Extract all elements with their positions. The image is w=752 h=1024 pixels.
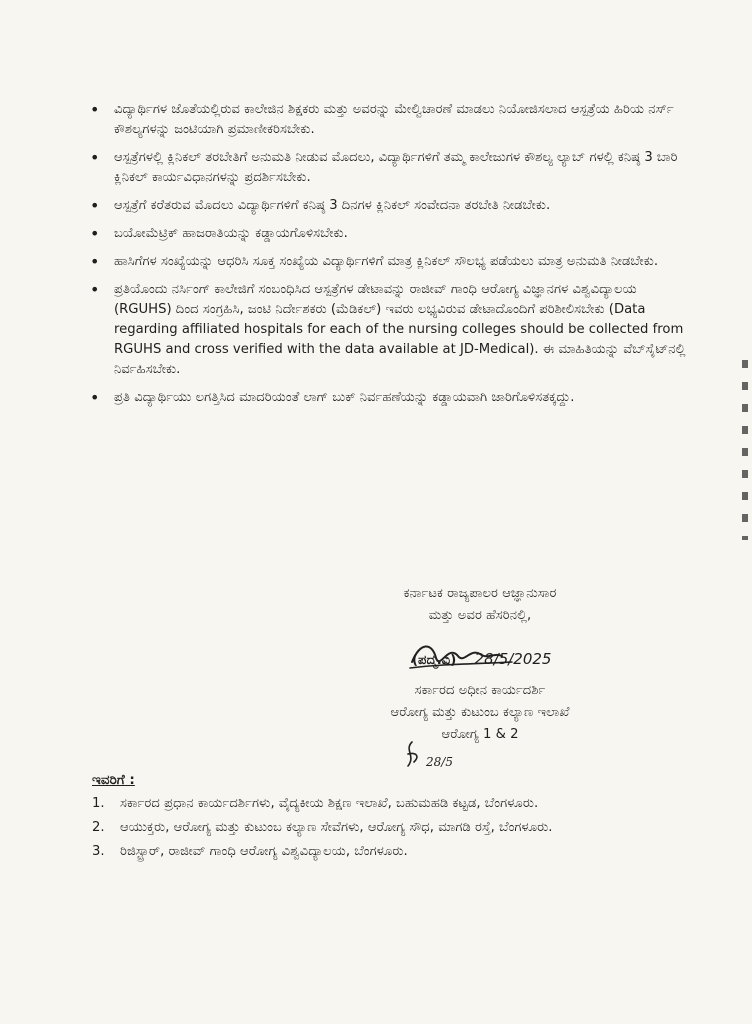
recipient-text: ರಿಜಿಸ್ಟ್ರಾರ್, ರಾಜೀವ್ ಗಾಂಧಿ ಆರೋಗ್ಯ ವಿಶ್ವವಿದ್ಯಾಲಯ, ಬೆಂಗಳೂರು.	[120, 844, 408, 859]
signatory-initials: (ಪದ್ಮ.ವಿ)	[412, 653, 457, 668]
instruction-item-2: • ಆಸ್ಪತ್ರೆಗಳಲ್ಲಿ ಕ್ಲಿನಿಕಲ್ ತರಬೇತಿಗೆ ಅನುಮತಿ ನೀಡುವ ಮೊದಲು, ವಿದ್ಯಾರ್ಥಿಗಳಿಗೆ ತಮ್ಮ ಕಾಲೇಜುಗಳ ಕೌಶಲ್ಯ ಲ್ಯಾಬ್ ಗಳಲ್ಲಿ ಕನಿಷ್ಠ 3 ಬಾರಿ ಕ್ಲಿನಿಕಲ್ ಕಾರ್ಯವಿಧಾನಗಳನ್ನು ಪ್ರದರ್ಶಿಸಬೇಕು.	[88, 148, 688, 188]
recipient-text: ಆಯುಕ್ತರು, ಆರೋಗ್ಯ ಮತ್ತು ಕುಟುಂಬ ಕಲ್ಯಾಣ ಸೇವೆಗಳು, ಆರೋಗ್ಯ ಸೌಧ, ಮಾಗಡಿ ರಸ್ತೆ, ಬೆಂಗಳೂರು.	[120, 820, 553, 835]
authority-line-1: ಕರ್ನಾಟಕ ರಾಜ್ಯಪಾಲರ ಆಜ್ಞಾನುಸಾರ	[403, 586, 557, 601]
recipients-list	[92, 794, 682, 866]
recipient-number: 2.	[92, 820, 105, 835]
recipient-item	[92, 842, 682, 862]
recipient-item	[92, 818, 682, 838]
instruction-item-7: • ಪ್ರತಿ ವಿದ್ಯಾರ್ಥಿಯು ಲಗತ್ತಿಸಿದ ಮಾದರಿಯಂತೆ ಲಾಗ್ ಬುಕ್ ನಿರ್ವಹಣೆಯನ್ನು ಕಡ್ಡಾಯವಾಗಿ ಜಾರಿಗೊಳಿಸತಕ್ಕದ್ದು.	[88, 388, 688, 408]
officer-designation: ಸರ್ಕಾರದ ಅಧೀನ ಕಾರ್ಯದರ್ಶಿ	[414, 683, 546, 698]
instruction-item-5: • ಹಾಸಿಗೆಗಳ ಸಂಖ್ಯೆಯನ್ನು ಆಧರಿಸಿ ಸೂಕ್ತ ಸಂಖ್ಯೆಯ ವಿದ್ಯಾರ್ಥಿಗಳಿಗೆ ಮಾತ್ರ ಕ್ಲಿನಿಕಲ್ ಸೌಲಭ್ಯ ಪಡೆಯಲು ಮಾತ್ರ ಅನುಮತಿ ನೀಡಬೇಕು.	[88, 252, 688, 272]
instruction-item-6: • ಪ್ರತಿಯೊಂದು ನರ್ಸಿಂಗ್ ಕಾಲೇಜಿಗೆ ಸಂಬಂಧಿಸಿದ ಆಸ್ಪತ್ರೆಗಳ ಡೇಟಾವನ್ನು ರಾಜೀವ್ ಗಾಂಧಿ ಆರೋಗ್ಯ ವಿಜ್ಞಾನಗಳ ವಿಶ್ವವಿದ್ಯಾಲಯ (RGUHS) ದಿಂದ ಸಂಗ್ರಹಿಸಿ, ಜಂಟಿ ನಿರ್ದೇಶಕರು (ಮೆಡಿಕಲ್) ಇವರು ಲಭ್ಯವಿರುವ ಡೇಟಾದೊಂದಿಗೆ ಪರಿಶೀಲಿಸಬೇಕು (Data regarding affiliated hospitals for each of the nursing colleges should be collected from RGUHS and cross verified with the data available at JD-Medical). ಈ ಮಾಹಿತಿಯನ್ನು ವೆಬ್‌ಸೈಟ್‌ನಲ್ಲಿ ನಿರ್ವಹಿಸಬೇಕು.	[88, 280, 688, 380]
recipient-item	[92, 794, 682, 814]
initial-mark	[400, 736, 480, 772]
page-edge-bleed	[742, 360, 748, 540]
signature-date: 28/5/2025	[474, 650, 552, 668]
recipient-number: 1.	[92, 796, 105, 811]
instruction-list	[88, 100, 688, 416]
instruction-item-4: • ಬಯೋಮೆಟ್ರಿಕ್ ಹಾಜರಾತಿಯನ್ನು ಕಡ್ಡಾಯಗೊಳಿಸಬೇಕು.	[88, 224, 688, 244]
signature-row	[412, 650, 551, 668]
officer-department: ಆರೋಗ್ಯ ಮತ್ತು ಕುಟುಂಬ ಕಲ್ಯಾಣ ಇಲಾಖೆ	[390, 705, 570, 720]
authority-line-2: ಮತ್ತು ಅವರ ಹೆಸರಿನಲ್ಲಿ,	[428, 608, 532, 623]
instruction-item-1: • ವಿದ್ಯಾರ್ಥಿಗಳ ಜೊತೆಯಲ್ಲಿರುವ ಕಾಲೇಜಿನ ಶಿಕ್ಷಕರು ಮತ್ತು ಅವರನ್ನು ಮೇಲ್ವಿಚಾರಣೆ ಮಾಡಲು ನಿಯೋಜಿಸಲಾದ ಆಸ್ಪತ್ರೆಯ ಹಿರಿಯ ನರ್ಸ್ ಕೌಶಲ್ಯಗಳನ್ನು ಜಂಟಿಯಾಗಿ ಪ್ರಮಾಣೀಕರಿಸಬೇಕು.	[88, 100, 688, 140]
authority-statement	[300, 583, 660, 627]
recipients-heading: ಇವರಿಗೆ :	[92, 772, 135, 788]
officer-details	[300, 680, 660, 746]
recipient-text: ಸರ್ಕಾರದ ಪ್ರಧಾನ ಕಾರ್ಯದರ್ಶಿಗಳು, ವೈದ್ಯಕೀಯ ಶಿಕ್ಷಣ ಇಲಾಖೆ, ಬಹುಮಹಡಿ ಕಟ್ಟಡ, ಬೆಂಗಳೂರು.	[120, 796, 539, 811]
recipient-number: 3.	[92, 844, 105, 859]
initial-mark-date: 28/5	[426, 755, 453, 769]
officer-section: ಆರೋಗ್ಯ 1 & 2	[441, 727, 519, 742]
instruction-item-3: • ಆಸ್ಪತ್ರೆಗೆ ಕರೆತರುವ ಮೊದಲು ವಿದ್ಯಾರ್ಥಿಗಳಿಗೆ ಕನಿಷ್ಠ 3 ದಿನಗಳ ಕ್ಲಿನಿಕಲ್ ಸಂವೇದನಾ ತರಬೇತಿ ನೀಡಬೇಕು.	[88, 196, 688, 216]
